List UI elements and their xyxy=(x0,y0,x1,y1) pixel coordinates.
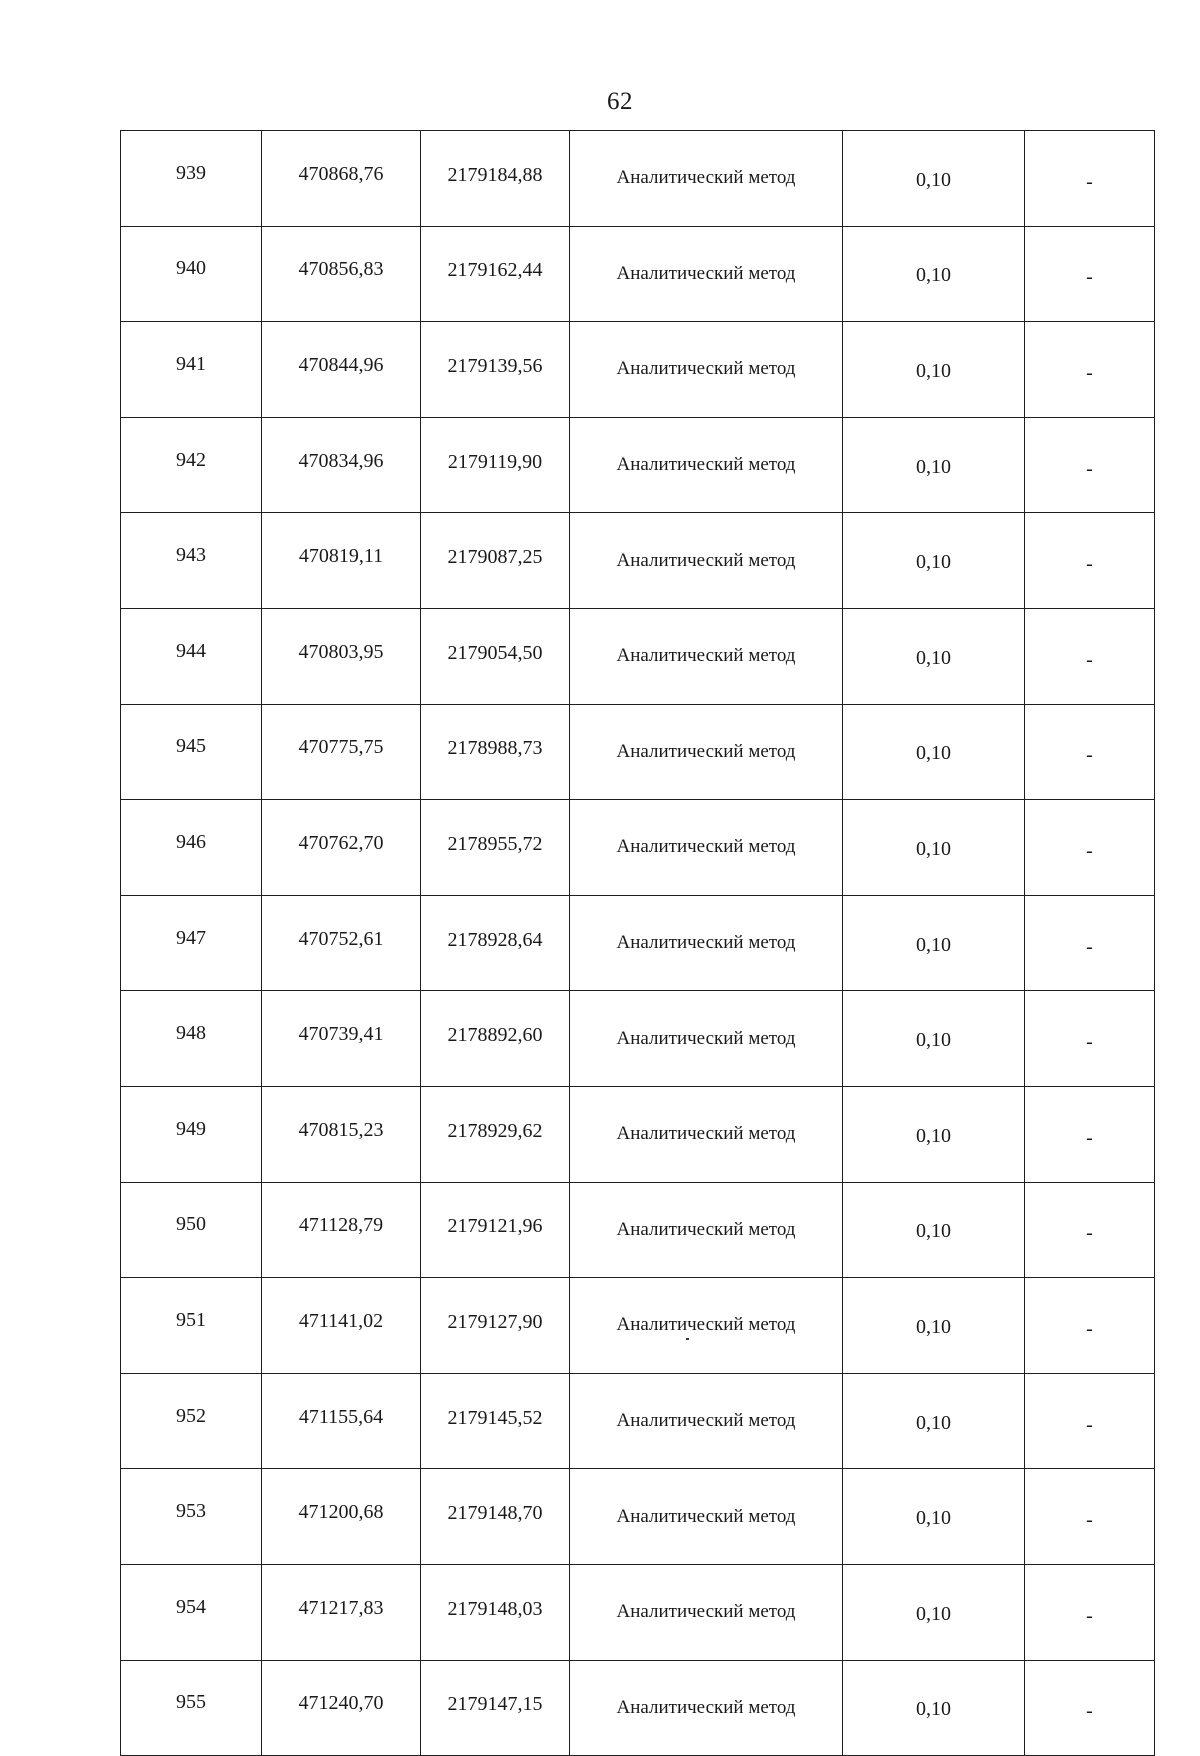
x-coordinate-cell: 470762,70 xyxy=(262,800,421,896)
point-number-cell: 951 xyxy=(121,1278,262,1374)
page-number: 62 xyxy=(607,88,633,115)
y-coordinate-cell: 2178929,62 xyxy=(421,1086,570,1182)
accuracy-cell: 0,10 xyxy=(843,895,1025,991)
point-number-cell: 945 xyxy=(121,704,262,800)
accuracy-cell: 0,10 xyxy=(843,417,1025,513)
accuracy-cell: 0,10 xyxy=(843,991,1025,1087)
method-cell: Аналитический метод xyxy=(570,704,843,800)
point-number-cell: 942 xyxy=(121,417,262,513)
description-cell: - xyxy=(1025,1373,1155,1469)
description-cell: - xyxy=(1025,417,1155,513)
accuracy-cell: 0,10 xyxy=(843,1373,1025,1469)
x-coordinate-cell: 470819,11 xyxy=(262,513,421,609)
description-cell: - xyxy=(1025,513,1155,609)
x-coordinate-cell: 470739,41 xyxy=(262,991,421,1087)
point-number-cell: 953 xyxy=(121,1469,262,1565)
description-cell: - xyxy=(1025,704,1155,800)
x-coordinate-cell: 470815,23 xyxy=(262,1086,421,1182)
description-cell: - xyxy=(1025,131,1155,227)
accuracy-cell: 0,10 xyxy=(843,1278,1025,1374)
coordinates-table-body xyxy=(121,131,1155,1756)
accuracy-cell: 0,10 xyxy=(843,1564,1025,1660)
y-coordinate-cell: 2179184,88 xyxy=(421,131,570,227)
accuracy-cell: 0,10 xyxy=(843,322,1025,418)
method-cell: Аналитический метод xyxy=(570,513,843,609)
y-coordinate-cell: 2179121,96 xyxy=(421,1182,570,1278)
y-coordinate-cell: 2179148,03 xyxy=(421,1564,570,1660)
description-cell: - xyxy=(1025,322,1155,418)
x-coordinate-cell: 470856,83 xyxy=(262,226,421,322)
accuracy-cell: 0,10 xyxy=(843,704,1025,800)
method-cell: Аналитический метод xyxy=(570,895,843,991)
table-row xyxy=(121,1086,1155,1182)
table-row xyxy=(121,417,1155,513)
x-coordinate-cell: 471155,64 xyxy=(262,1373,421,1469)
table-row xyxy=(121,608,1155,704)
x-coordinate-cell: 470844,96 xyxy=(262,322,421,418)
point-number-cell: 939 xyxy=(121,131,262,227)
point-number-cell: 948 xyxy=(121,991,262,1087)
method-cell: Аналитический метод xyxy=(570,1278,843,1374)
y-coordinate-cell: 2179087,25 xyxy=(421,513,570,609)
y-coordinate-cell: 2178955,72 xyxy=(421,800,570,896)
point-number-cell: 952 xyxy=(121,1373,262,1469)
method-cell: Аналитический метод xyxy=(570,1373,843,1469)
coordinates-table xyxy=(120,130,1155,1756)
accuracy-cell: 0,10 xyxy=(843,226,1025,322)
x-coordinate-cell: 471240,70 xyxy=(262,1660,421,1756)
table-row xyxy=(121,1564,1155,1660)
method-cell: Аналитический метод xyxy=(570,1564,843,1660)
point-number-cell: 940 xyxy=(121,226,262,322)
method-cell: Аналитический метод xyxy=(570,322,843,418)
table-row xyxy=(121,991,1155,1087)
y-coordinate-cell: 2179145,52 xyxy=(421,1373,570,1469)
method-cell: Аналитический метод xyxy=(570,1182,843,1278)
y-coordinate-cell: 2178928,64 xyxy=(421,895,570,991)
table-row xyxy=(121,1469,1155,1565)
description-cell: - xyxy=(1025,991,1155,1087)
table-row xyxy=(121,704,1155,800)
method-cell: Аналитический метод xyxy=(570,226,843,322)
table-row xyxy=(121,1373,1155,1469)
y-coordinate-cell: 2178892,60 xyxy=(421,991,570,1087)
method-cell: Аналитический метод xyxy=(570,1469,843,1565)
method-cell: Аналитический метод xyxy=(570,991,843,1087)
point-number-cell: 944 xyxy=(121,608,262,704)
method-cell: Аналитический метод xyxy=(570,1660,843,1756)
point-number-cell: 941 xyxy=(121,322,262,418)
table-row xyxy=(121,1182,1155,1278)
method-cell: Аналитический метод xyxy=(570,800,843,896)
x-coordinate-cell: 470775,75 xyxy=(262,704,421,800)
x-coordinate-cell: 471141,02 xyxy=(262,1278,421,1374)
accuracy-cell: 0,10 xyxy=(843,1469,1025,1565)
table-row xyxy=(121,131,1155,227)
accuracy-cell: 0,10 xyxy=(843,131,1025,227)
point-number-cell: 949 xyxy=(121,1086,262,1182)
point-number-cell: 946 xyxy=(121,800,262,896)
point-number-cell: 954 xyxy=(121,1564,262,1660)
y-coordinate-cell: 2179054,50 xyxy=(421,608,570,704)
method-cell: Аналитический метод xyxy=(570,608,843,704)
point-number-cell: 955 xyxy=(121,1660,262,1756)
point-number-cell: 947 xyxy=(121,895,262,991)
description-cell: - xyxy=(1025,1564,1155,1660)
description-cell: - xyxy=(1025,226,1155,322)
point-number-cell: 950 xyxy=(121,1182,262,1278)
method-cell: Аналитический метод xyxy=(570,1086,843,1182)
y-coordinate-cell: 2179147,15 xyxy=(421,1660,570,1756)
description-cell: - xyxy=(1025,1278,1155,1374)
table-row xyxy=(121,895,1155,991)
y-coordinate-cell: 2178988,73 xyxy=(421,704,570,800)
accuracy-cell: 0,10 xyxy=(843,1182,1025,1278)
x-coordinate-cell: 471128,79 xyxy=(262,1182,421,1278)
scan-speck xyxy=(686,1338,689,1340)
x-coordinate-cell: 470868,76 xyxy=(262,131,421,227)
description-cell: - xyxy=(1025,1086,1155,1182)
method-cell: Аналитический метод xyxy=(570,417,843,513)
description-cell: - xyxy=(1025,1182,1155,1278)
accuracy-cell: 0,10 xyxy=(843,608,1025,704)
accuracy-cell: 0,10 xyxy=(843,1660,1025,1756)
description-cell: - xyxy=(1025,800,1155,896)
y-coordinate-cell: 2179139,56 xyxy=(421,322,570,418)
description-cell: - xyxy=(1025,895,1155,991)
description-cell: - xyxy=(1025,1469,1155,1565)
table-row xyxy=(121,800,1155,896)
y-coordinate-cell: 2179119,90 xyxy=(421,417,570,513)
table-row xyxy=(121,226,1155,322)
description-cell: - xyxy=(1025,608,1155,704)
method-cell: Аналитический метод xyxy=(570,131,843,227)
description-cell: - xyxy=(1025,1660,1155,1756)
x-coordinate-cell: 470803,95 xyxy=(262,608,421,704)
x-coordinate-cell: 471217,83 xyxy=(262,1564,421,1660)
accuracy-cell: 0,10 xyxy=(843,1086,1025,1182)
point-number-cell: 943 xyxy=(121,513,262,609)
x-coordinate-cell: 470834,96 xyxy=(262,417,421,513)
y-coordinate-cell: 2179148,70 xyxy=(421,1469,570,1565)
x-coordinate-cell: 470752,61 xyxy=(262,895,421,991)
accuracy-cell: 0,10 xyxy=(843,800,1025,896)
table-row xyxy=(121,1660,1155,1756)
y-coordinate-cell: 2179162,44 xyxy=(421,226,570,322)
table-row xyxy=(121,322,1155,418)
x-coordinate-cell: 471200,68 xyxy=(262,1469,421,1565)
y-coordinate-cell: 2179127,90 xyxy=(421,1278,570,1374)
table-row xyxy=(121,513,1155,609)
table-row xyxy=(121,1278,1155,1374)
accuracy-cell: 0,10 xyxy=(843,513,1025,609)
